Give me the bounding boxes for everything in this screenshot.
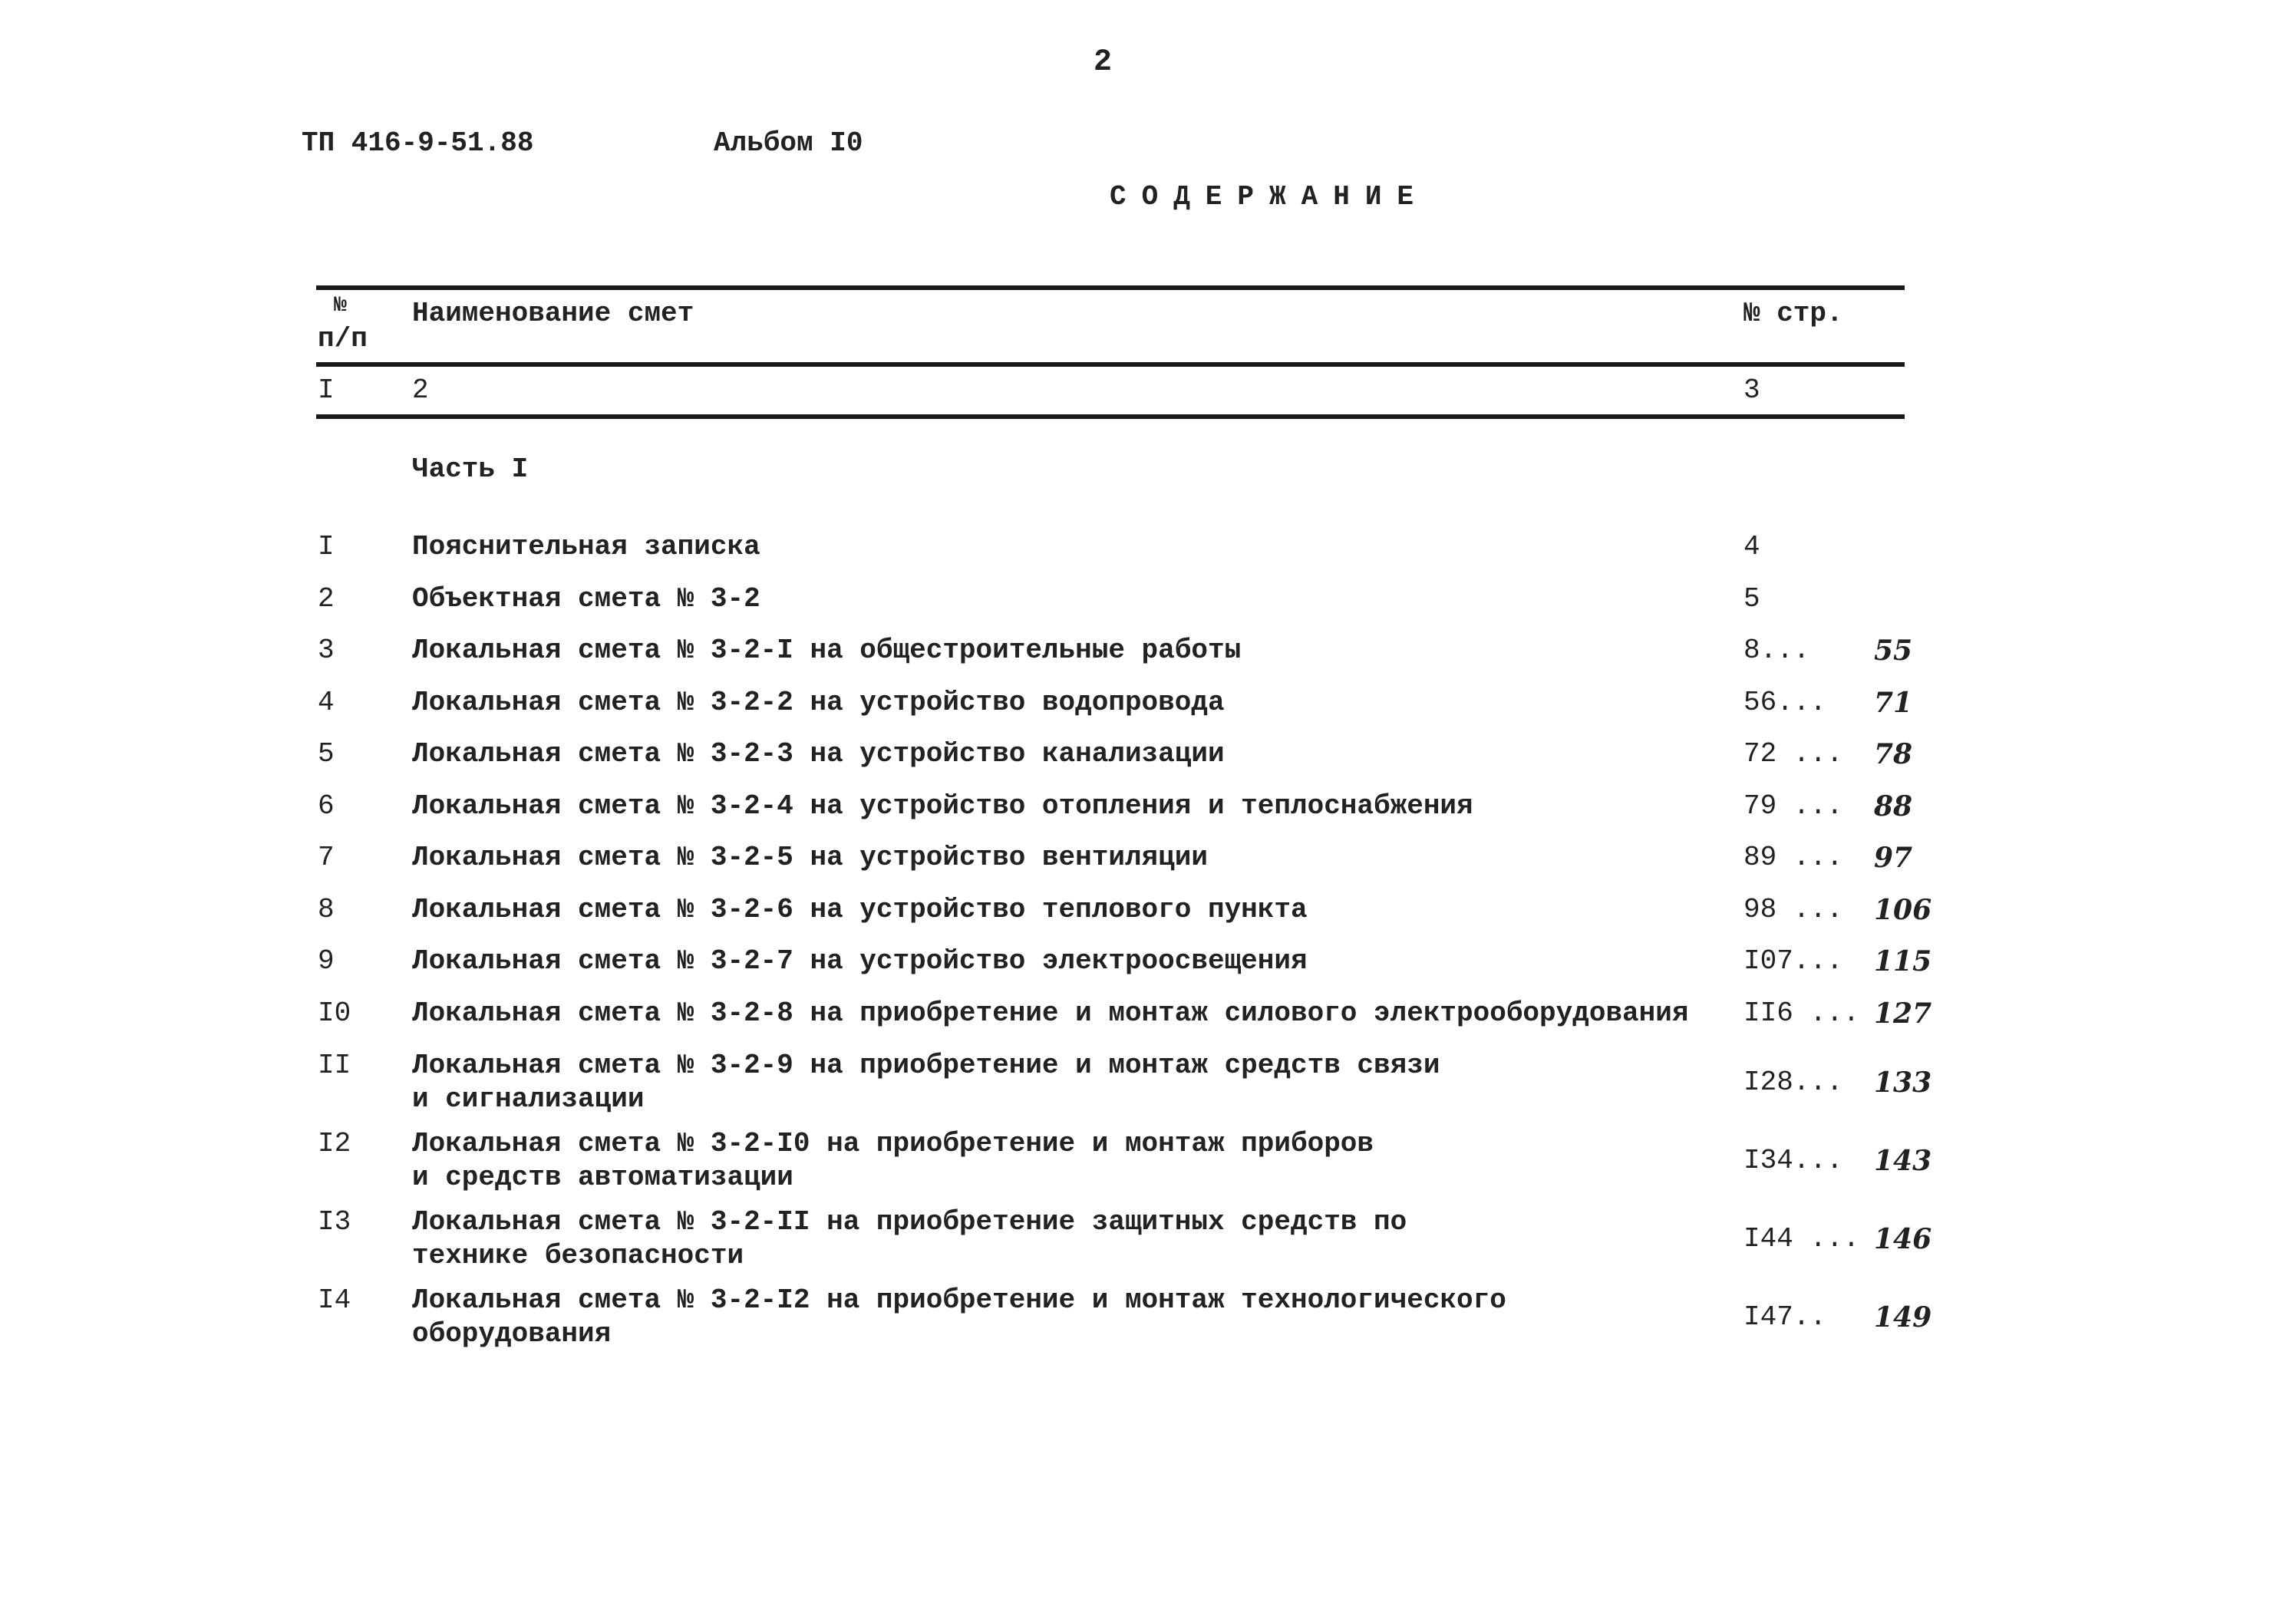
row-number: 2 bbox=[318, 583, 335, 615]
row-page-to: 97 bbox=[1874, 842, 1913, 874]
row-page-from: I44 ... bbox=[1743, 1223, 1860, 1255]
row-page-from: 98 ... bbox=[1743, 894, 1843, 925]
column-number-2: 2 bbox=[412, 374, 429, 406]
row-page-from: I28... bbox=[1743, 1067, 1843, 1098]
row-page-from: 79 ... bbox=[1743, 790, 1843, 822]
row-title: и средств автоматизации bbox=[412, 1162, 793, 1193]
header-num: № bbox=[334, 294, 347, 318]
row-page-from: 89 ... bbox=[1743, 842, 1843, 873]
row-title: оборудования bbox=[412, 1318, 612, 1350]
row-title: Объектная смета № 3-2 bbox=[412, 583, 760, 615]
row-number: 8 bbox=[318, 894, 335, 925]
row-number: II bbox=[318, 1050, 351, 1081]
row-page-from: 4 bbox=[1743, 531, 1760, 562]
header-num-pp: п/п bbox=[318, 323, 368, 354]
row-page-to: 78 bbox=[1874, 738, 1913, 770]
row-page-from: 56... bbox=[1743, 687, 1827, 718]
row-title: Локальная смета № 3-2-I2 на приобретение и монтаж технологического bbox=[412, 1284, 1506, 1316]
row-number: 4 bbox=[318, 687, 335, 718]
row-page-from: I07... bbox=[1743, 945, 1843, 977]
row-title: Локальная смета № 3-2-6 на устройство теплового пункта bbox=[412, 894, 1308, 925]
row-number: 7 bbox=[318, 842, 335, 873]
row-page-from: I34... bbox=[1743, 1145, 1843, 1176]
column-number-1: I bbox=[318, 374, 335, 406]
row-page-from: 8... bbox=[1743, 635, 1810, 666]
row-number: I3 bbox=[318, 1206, 351, 1238]
row-number: 5 bbox=[318, 738, 335, 770]
column-number-3: 3 bbox=[1743, 374, 1760, 406]
row-title: Локальная смета № 3-2-I на общестроительные работы bbox=[412, 635, 1242, 666]
row-number: I0 bbox=[318, 997, 351, 1029]
row-title: технике безопасности bbox=[412, 1240, 744, 1271]
row-number: 3 bbox=[318, 635, 335, 666]
row-page-to: 71 bbox=[1874, 687, 1913, 719]
row-title: Локальная смета № 3-2-II на приобретение защитных средств по bbox=[412, 1206, 1407, 1238]
row-title: Локальная смета № 3-2-5 на устройство вентиляции bbox=[412, 842, 1208, 873]
row-page-to: 127 bbox=[1874, 997, 1932, 1030]
row-title: Пояснительная записка bbox=[412, 531, 760, 562]
column-numbers-rule bbox=[316, 414, 1905, 419]
header-page: № стр. bbox=[1743, 298, 1843, 329]
doc-code: ТП 416-9-51.88 bbox=[302, 127, 534, 159]
row-number: I4 bbox=[318, 1284, 351, 1316]
row-page-to: 143 bbox=[1874, 1145, 1932, 1177]
row-title: Локальная смета № 3-2-2 на устройство водопровода bbox=[412, 687, 1225, 718]
row-title: Локальная смета № 3-2-4 на устройство отопления и теплоснабжения bbox=[412, 790, 1473, 822]
row-page-to: 106 bbox=[1874, 894, 1932, 926]
row-page-from: II6 ... bbox=[1743, 997, 1860, 1029]
row-title: Локальная смета № 3-2-7 на устройство электроосвещения bbox=[412, 945, 1308, 977]
row-page-to: 115 bbox=[1874, 945, 1932, 978]
row-page-to: 133 bbox=[1874, 1067, 1932, 1099]
row-page-from: I47.. bbox=[1743, 1301, 1827, 1333]
row-title: Локальная смета № 3-2-3 на устройство канализации bbox=[412, 738, 1225, 770]
row-title: Локальная смета № 3-2-8 на приобретение и монтаж силового электрооборудования bbox=[412, 997, 1689, 1029]
row-number: 6 bbox=[318, 790, 335, 822]
row-page-from: 72 ... bbox=[1743, 738, 1843, 770]
header-rule bbox=[316, 362, 1905, 367]
row-page-to: 55 bbox=[1874, 635, 1913, 667]
page-number: 2 bbox=[1094, 45, 1113, 80]
row-page-to: 146 bbox=[1874, 1223, 1932, 1255]
row-page-to: 88 bbox=[1874, 790, 1913, 823]
row-title: и сигнализации bbox=[412, 1083, 645, 1115]
row-page-from: 5 bbox=[1743, 583, 1760, 615]
row-number: I2 bbox=[318, 1128, 351, 1159]
row-number: 9 bbox=[318, 945, 335, 977]
document-title: СОДЕРЖАНИЕ bbox=[1110, 181, 1430, 213]
album-label: Альбом I0 bbox=[714, 127, 863, 159]
row-page-to: 149 bbox=[1874, 1301, 1932, 1334]
row-title: Локальная смета № 3-2-9 на приобретение и монтаж средств связи bbox=[412, 1050, 1440, 1081]
row-title: Локальная смета № 3-2-I0 на приобретение и монтаж приборов bbox=[412, 1128, 1374, 1159]
part-heading: Часть I bbox=[412, 453, 529, 485]
table-top-rule bbox=[316, 285, 1905, 290]
header-name: Наименование смет bbox=[412, 298, 694, 329]
row-number: I bbox=[318, 531, 335, 562]
